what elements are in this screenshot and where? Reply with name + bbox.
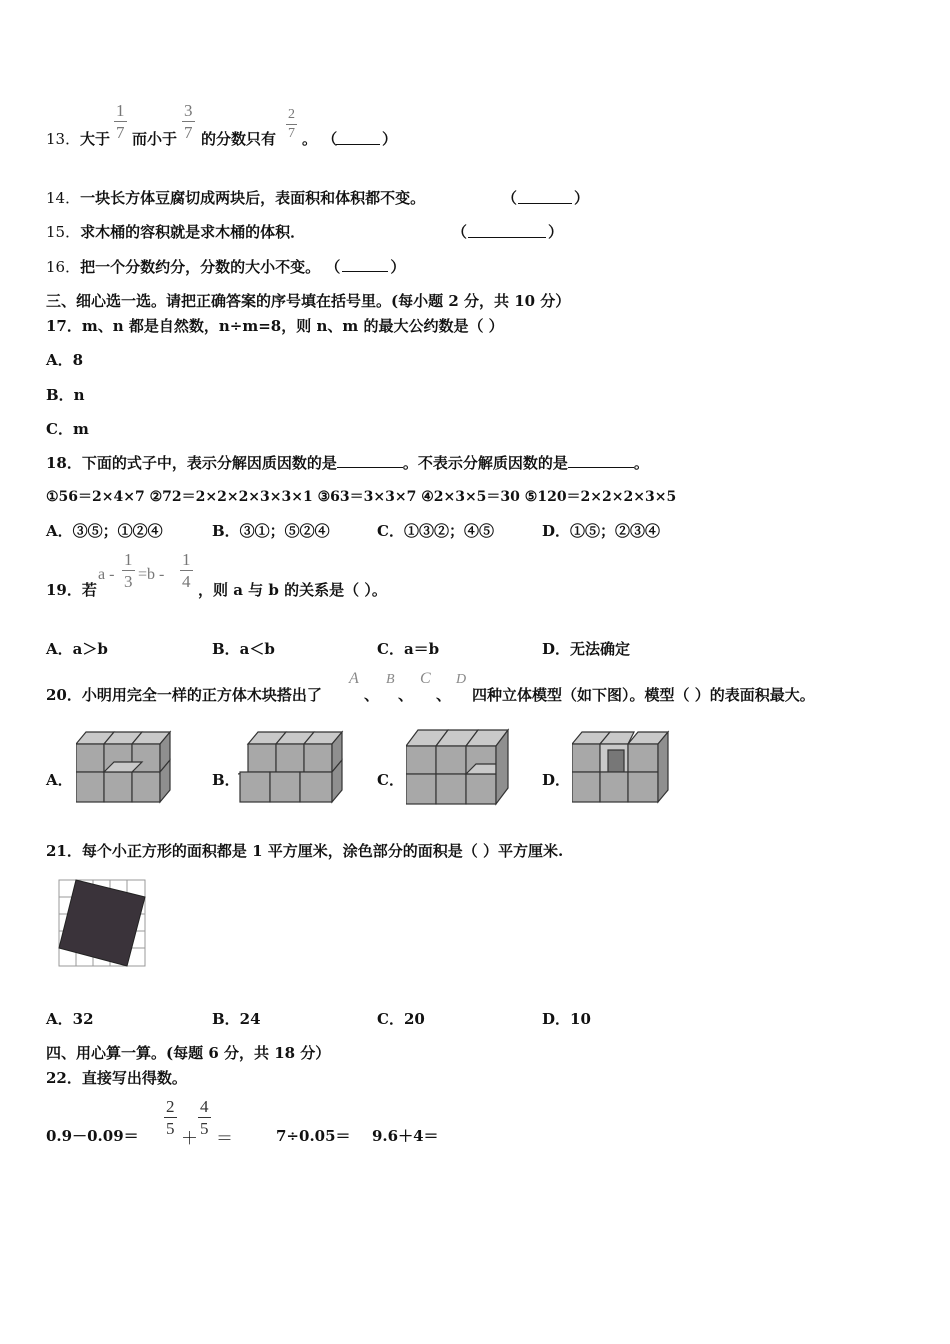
q16-answer-blank[interactable] [342,259,388,272]
q14-open-paren: （ [502,189,518,207]
q13-fraction-2: $\frac{3}{7}$ [184,101,193,142]
q21-stem: 21．每个小正方形的面积都是 1 平方厘米，涂色部分的面积是（ ）平方厘米. [46,842,564,860]
q13-answer-blank[interactable] [336,132,380,145]
q17-stem: 17．m、n 都是自然数，n÷m=8，则 n、m 的最大公约数是（ ） [46,317,504,335]
question-15 [46,221,305,242]
q21-shaded-square [59,880,145,966]
cube-model-c [406,726,518,808]
q18-option-b[interactable]: B．③①；⑤②④ [212,522,330,540]
q22-expression-3: 7÷0.05＝ [276,1127,351,1145]
q18-stem [46,452,649,473]
q20-label-c: C [420,670,431,687]
q20-suffix: 四种立体模型（如下图）。模型（ ）的表面积最大。 [472,686,815,704]
q13-number: 13． [46,130,81,148]
q22-plus: ＋ [181,1129,198,1149]
q13-text-2: 而小于 [132,130,178,148]
q17-option-c[interactable]: C．m [46,420,89,438]
q15-answer-blank[interactable] [468,225,546,238]
q14-text: 一块长方体豆腐切成两块后，表面积和体积都不变。 [80,189,426,207]
q19-fraction-2: $\frac{1}{4}$ [182,550,191,591]
q19-a-term: a - [98,566,115,583]
q15-open-paren: （ [452,223,468,241]
cube-model-b [238,726,348,808]
q19-option-b[interactable]: B．a＜b [212,640,275,658]
q20-label-d: D [456,672,467,687]
q20-option-d[interactable]: D． [542,771,571,789]
q19-fraction-1: $\frac{1}{3}$ [124,550,133,591]
q19-option-c[interactable]: C．a＝b [377,640,440,658]
q18-stem-part-3: 。 [633,454,649,472]
q15-text: 求木桶的容积就是求木桶的体积． [80,223,306,241]
q20-label-b: B [386,672,395,687]
q20-option-c[interactable]: C． [377,771,404,789]
q21-option-a[interactable]: A．32 [46,1010,94,1028]
q20-option-b[interactable]: B． [212,771,240,789]
q21-option-d[interactable]: D．10 [542,1010,591,1028]
q15-close-paren: ） [548,223,564,241]
q17-option-b[interactable]: B．n [46,386,85,404]
q18-option-c[interactable]: C．①③②；④⑤ [377,522,494,540]
q19-suffix: ，则 a 与 b 的关系是（ ）。 [198,581,387,599]
q20-sep-1: 、 [364,686,380,704]
q14-answer-blank[interactable] [518,191,572,204]
q20-prefix: 20．小明用完全一样的正方体木块搭出了 [46,686,322,704]
q20-option-a[interactable]: A． [46,771,73,789]
q20-sep-2: 、 [398,686,414,704]
q21-option-c[interactable]: C．20 [377,1010,425,1028]
q13-text-1: 大于 [80,130,111,148]
q13-text-4: 。 （ [302,130,338,148]
q19-prefix: 19．若 [46,581,97,599]
question-20 [46,670,906,706]
section-3-heading: 三、细心选一选。请把正确答案的序号填在括号里。(每小题 2 分，共 10 分） [46,292,571,310]
q21-option-b[interactable]: B．24 [212,1010,261,1028]
q21-grid-figure [57,878,149,968]
q18-blank-1[interactable] [337,455,403,468]
q20-label-a: A [349,670,359,687]
q18-expressions: ①56＝2×4×7 ②72＝2×2×2×3×3×1 ③63＝3×3×7 ④2×3×5＝30 ⑤120＝2×2×2×3×5 [46,489,677,505]
q22-fraction-1: $\frac{2}{5}$ [166,1097,175,1138]
q18-stem-part-1: 18．下面的式子中，表示分解因质因数的是 [46,454,337,472]
q13-text-3: 的分数只有 [201,130,277,148]
q18-option-a[interactable]: A．③⑤；①②④ [46,522,163,540]
q14-number: 14． [46,189,81,207]
question-14 [46,187,425,208]
q20-sep-3: 、 [436,686,452,704]
q13-fraction-1: $\frac{1}{7}$ [116,101,125,142]
q18-stem-part-2: 。不表示分解质因数的是 [402,454,568,472]
cube-model-d [572,726,684,808]
q22-expression-1: 0.9－0.09＝ [46,1127,139,1145]
q15-number: 15． [46,223,81,241]
question-19 [46,551,546,603]
q16-close-paren: ） [390,258,406,276]
q14-close-paren: ） [574,189,590,207]
q19-equals-b: =b - [138,566,165,583]
q13-text-5: ） [382,130,398,148]
q22-stem: 22．直接写出得数。 [46,1069,187,1087]
q18-blank-2[interactable] [568,455,634,468]
q18-option-d[interactable]: D．①⑤；②③④ [542,522,661,540]
q13-fraction-3: $\frac{2}{7}$ [288,107,295,141]
q22-expression-4: 9.6＋4＝ [372,1127,439,1145]
q17-option-a[interactable]: A．8 [46,351,84,369]
question-16 [46,256,405,277]
section-4-heading: 四、用心算一算。(每题 6 分，共 18 分） [46,1044,331,1062]
q19-option-a[interactable]: A．a＞b [46,640,108,658]
cube-model-a [76,726,184,808]
q16-text: 把一个分数约分，分数的大小不变。 （ [80,258,341,276]
q19-option-d[interactable]: D．无法确定 [542,640,631,658]
q16-number: 16． [46,258,81,276]
q22-fraction-2: $\frac{4}{5}$ [200,1097,209,1138]
q22-equals: ＝ [216,1129,233,1149]
